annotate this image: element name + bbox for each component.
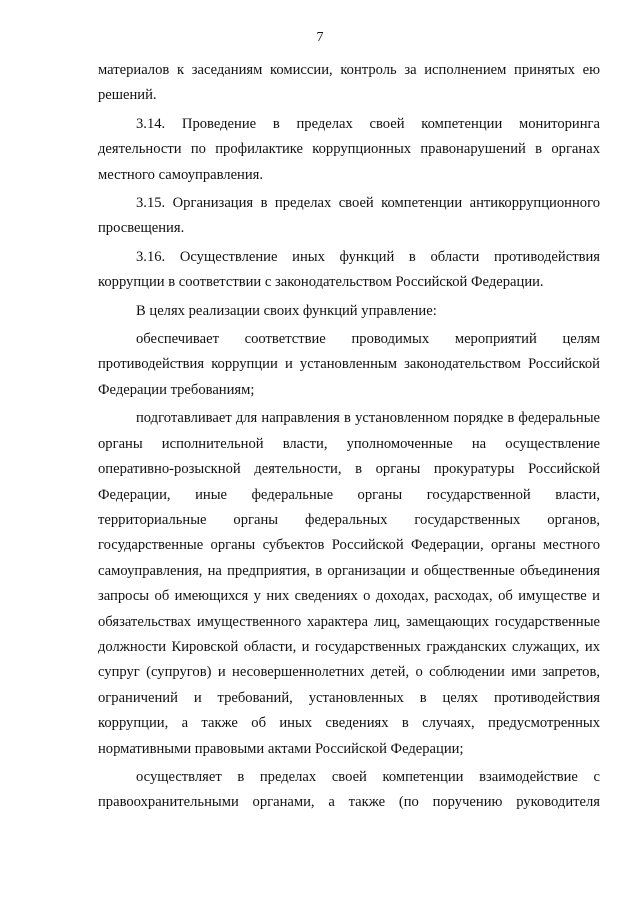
paragraph-continuation: материалов к заседаниям комиссии, контроль за исполнением принятых ею решений. [98, 62, 600, 104]
paragraph-prepares: подготавливает для направления в установленном порядке в федеральные органы исполнительной власти, уполномоченные на осуществление оперативно-розыскной деятельности, в органы прокуратуры Российской Федерации, иные федеральные органы государственной власти, территориальные органы федеральных государственных органов, государственные органы субъектов Российской Федерации, органы местного самоуправления, на предприятия, в организации и общественные объединения запросы об имеющихся у них сведениях о доходах, расходах, об имуществе и обязательствах имущественного характера лиц, замещающих государственные должности Кировской области, и государственных гражданских служащих, их супруг (супругов) и несовершеннолетних детей, о соблюдении ими запретов, ограничений и требований, установленных в целях противодействия коррупции, а также об иных сведениях в случаях, предусмотренных нормативными правовыми актами Российской Федерации; [98, 410, 600, 757]
paragraph-3-14: 3.14. Проведение в пределах своей компетенции мониторинга деятельности по профилактике коррупционных правонарушений в органах местного самоуправления. [98, 115, 600, 183]
document-body [98, 58, 600, 816]
paragraph-3-16: 3.16. Осуществление иных функций в области противодействия коррупции в соответствии с законодательством Российской Федерации. [98, 248, 600, 291]
paragraph-ensures: обеспечивает соответствие проводимых мероприятий целям противодействия коррупции и установленным законодательством Российской Федерации требованиям; [98, 331, 600, 398]
paragraph-cooperates: осуществляет в пределах своей компетенции взаимодействие с правоохранительными органами, а также (по поручению руководителя [98, 768, 600, 811]
paragraph-3-15: 3.15. Организация в пределах своей компетенции антикоррупционного просвещения. [98, 195, 600, 237]
paragraph-intro: В целях реализации своих функций управление: [136, 302, 437, 319]
page-number: 7 [316, 30, 324, 45]
